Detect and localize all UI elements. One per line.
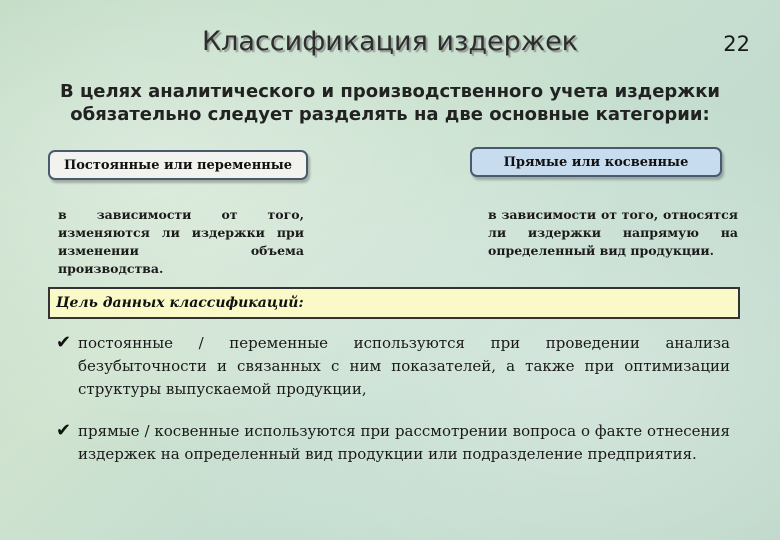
category-description-direct-indirect: в зависимости от того, относятся ли издержки напрямую на определенный вид продукции. bbox=[488, 207, 738, 258]
intro-text: В целях аналитического и производственного учета издержки обязательно следует разделять на две основные категории: bbox=[59, 81, 721, 125]
bullet-text: постоянные / переменные используются при проведении анализа безубыточности и связанных с ним показателей, а также при оптимизации структуры выпускаемой продукции, bbox=[78, 334, 730, 398]
check-mark-icon: ✔ bbox=[56, 332, 72, 353]
bullet-item bbox=[56, 420, 730, 466]
category-description-fixed-variable: в зависимости от того, изменяются ли издержки при изменении объема производства. bbox=[58, 207, 304, 276]
bullet-text: прямые / косвенные используются при рассмотрении вопроса о факте отнесения издержек на определенный вид продукции или подразделение предприятия. bbox=[78, 422, 730, 463]
category-label: Прямые или косвенные bbox=[503, 154, 689, 170]
slide-number: 22 bbox=[723, 32, 750, 56]
category-box-fixed-variable bbox=[48, 150, 308, 180]
slide-title: Классификация издержек bbox=[201, 26, 578, 57]
goal-label: Цель данных классификаций: bbox=[56, 295, 304, 311]
check-mark-icon: ✔ bbox=[56, 420, 72, 441]
category-label: Постоянные или переменные bbox=[63, 157, 293, 173]
bullet-item bbox=[56, 332, 730, 401]
category-box-direct-indirect bbox=[470, 147, 722, 177]
goal-banner bbox=[48, 287, 740, 319]
